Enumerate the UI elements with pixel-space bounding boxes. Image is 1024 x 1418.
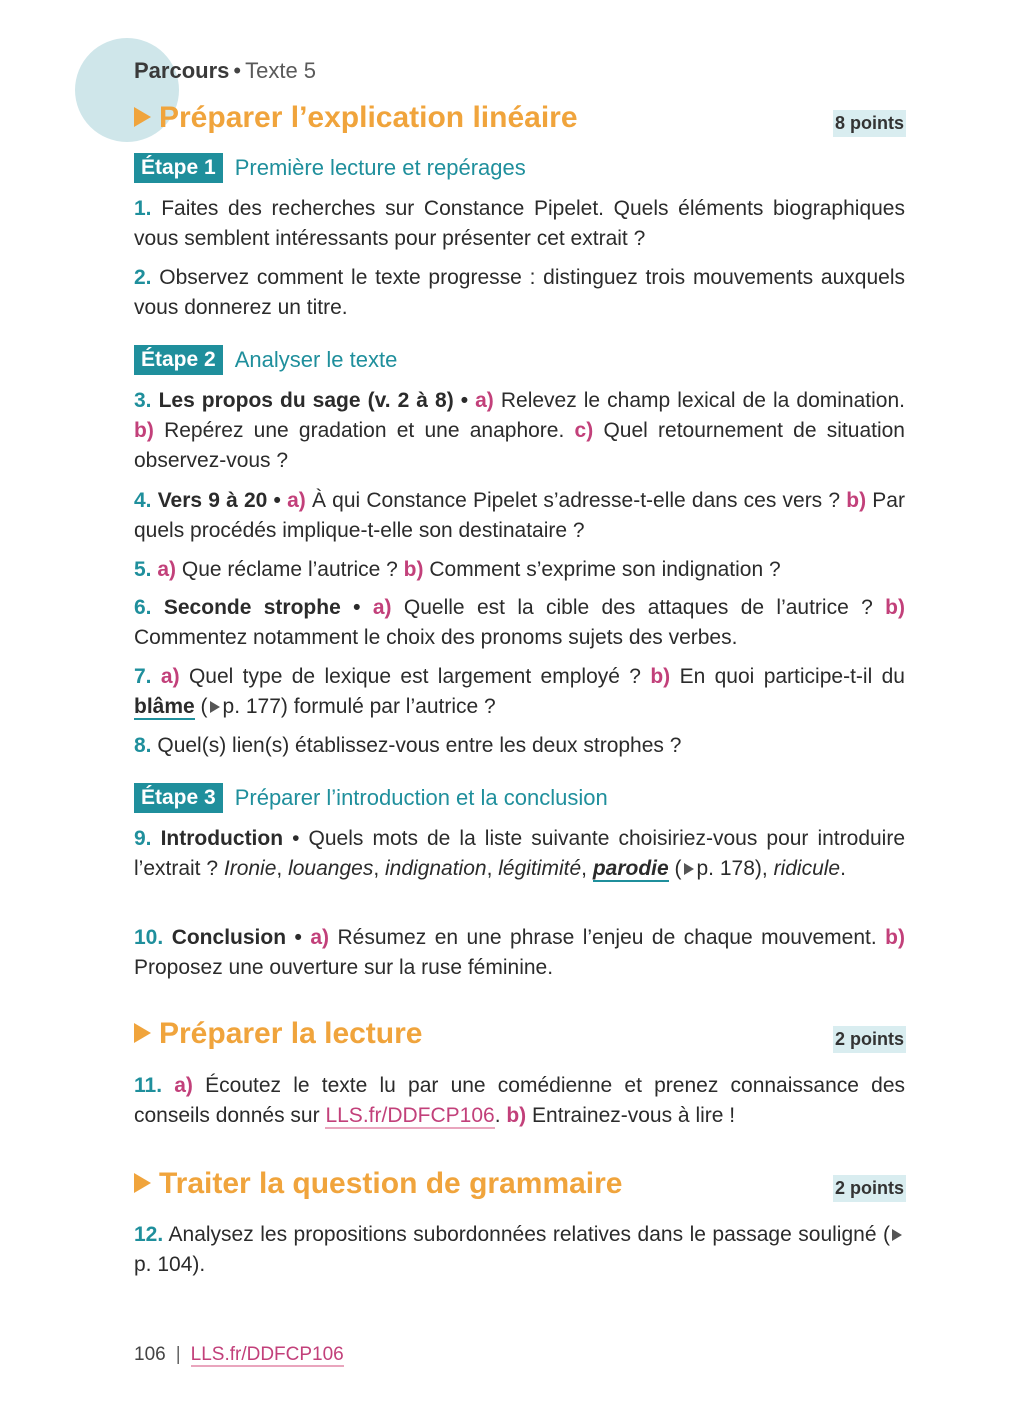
etape-badge: Étape 2 [134, 345, 223, 375]
parcours-label: Parcours [134, 58, 230, 83]
section-title-explication: Préparer l’explication linéaire [134, 101, 578, 135]
triangle-right-icon [134, 1173, 151, 1193]
question-4: 4. Vers 9 à 20 • a) À qui Constance Pipelet s’adresse-t-elle dans ces vers ? b) Par quels procédés implique-t-elle son destinataire ? [134, 489, 905, 542]
etape-label: Analyser le texte [234, 347, 398, 372]
question-1: 1. Faites des recherches sur Constance Pipelet. Quels éléments biographiques vous semblent intéressants pour présenter cet extrait ? [134, 197, 905, 250]
section-title-lecture: Préparer la lecture [134, 1017, 422, 1051]
lls-link[interactable]: LLS.fr/DDFCP106 [325, 1104, 495, 1127]
triangle-right-icon [210, 701, 220, 713]
triangle-right-icon [892, 1229, 902, 1241]
etape-badge: Étape 1 [134, 153, 223, 183]
etape-label: Préparer l’introduction et la conclusion [234, 785, 608, 810]
question-6: 6. Seconde strophe • a) Quelle est la cible des attaques de l’autrice ? b) Commentez notamment le choix des pronoms sujets des verbes. [134, 596, 905, 649]
etape-3 [134, 783, 608, 813]
page-footer [134, 1344, 344, 1366]
question-11: 11. a) Écoutez le texte lu par une comédienne et prenez connaissance des conseils donnés sur LLS.fr/DDFCP106. b) Entrainez-vous à lire ! [134, 1074, 905, 1127]
question-12: 12. Analysez les propositions subordonnées relatives dans le passage souligné (p. 104). [134, 1220, 905, 1280]
triangle-right-icon [134, 107, 151, 127]
glossary-term-blame[interactable]: blâme [134, 695, 195, 718]
question-3: 3. Les propos du sage (v. 2 à 8) • a) Relevez le champ lexical de la domination. b) Repérez une gradation et une anaphore. c) Quel retournement de situation observez-vous ? [134, 389, 905, 472]
page-header [134, 58, 316, 84]
question-5: 5. a) Que réclame l’autrice ? b) Comment s’exprime son indignation ? [134, 558, 781, 581]
header-separator: • [233, 58, 242, 83]
etape-label: Première lecture et repérages [234, 155, 526, 180]
footer-separator: | [175, 1344, 181, 1365]
triangle-right-icon [134, 1023, 151, 1043]
page-number: 106 [134, 1344, 166, 1365]
section-title-grammaire: Traiter la question de grammaire [134, 1167, 623, 1201]
question-7: 7. a) Quel type de lexique est largement employé ? b) En quoi participe-t-il du blâme ( p. 177) formulé par l’autrice ? [134, 665, 905, 718]
question-2: 2. Observez comment le texte progresse : distinguez trois mouvements auxquels vous donnerez un titre. [134, 266, 905, 319]
etape-2 [134, 345, 397, 375]
etape-badge: Étape 3 [134, 783, 223, 813]
points-badge-explication: 8 points [833, 110, 906, 137]
texte-label: Texte 5 [245, 58, 317, 83]
question-10: 10. Conclusion • a) Résumez en une phrase l’enjeu de chaque mouvement. b) Proposez une ouverture sur la ruse féminine. [134, 926, 905, 979]
question-9: 9. Introduction • Quels mots de la liste suivante choisiriez-vous pour introduire l’extrait ? Ironie, louanges, indignation, légitimité, parodie ( p. 178), ridicule. [134, 827, 906, 880]
triangle-right-icon [684, 863, 694, 875]
question-8: 8. Quel(s) lien(s) établissez-vous entre les deux strophes ? [134, 734, 682, 757]
etape-1 [134, 153, 526, 183]
footer-link[interactable]: LLS.fr/DDFCP106 [190, 1344, 344, 1365]
points-badge-lecture: 2 points [833, 1026, 906, 1053]
glossary-term-parodie[interactable]: parodie [592, 857, 669, 880]
points-badge-grammaire: 2 points [833, 1175, 906, 1202]
